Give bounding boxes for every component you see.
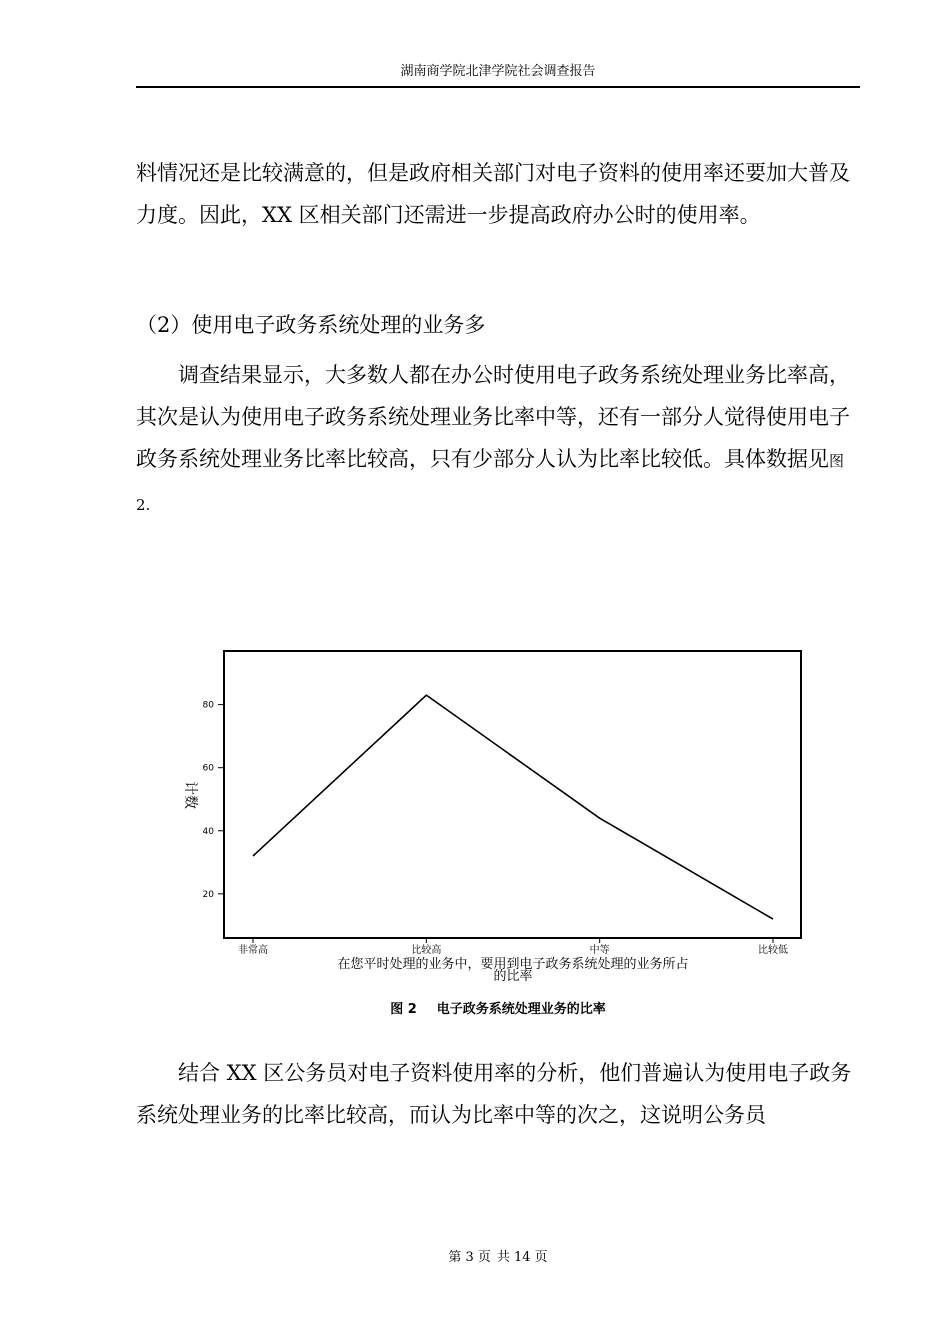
section-heading: （2）使用电子政务系统处理的业务多	[136, 313, 486, 337]
x-tick-label: 非常高	[238, 945, 268, 956]
paragraph-3-text: 调查结果显示，大多数人都在办公时使用电子政务系统处理业务比率高，其次是认为使用电子政务系统处理业务比率中等，还有一部分人觉得使用电子政务系统处理业务比率比较高，只有少部分人认为比率比较低。具体数据见	[136, 363, 850, 471]
chart-plot-frame	[224, 651, 801, 938]
x-tick-label: 比较低	[758, 945, 788, 956]
figure-reference: 图 2.	[136, 452, 845, 514]
series-line	[253, 695, 773, 919]
y-tick-label: 40	[202, 826, 214, 837]
header-title: 湖南商学院北津学院社会调查报告	[400, 64, 596, 79]
x-tick-label: 中等	[589, 945, 610, 956]
figure-caption	[136, 998, 860, 1017]
paragraph-1: 料情况还是比较满意的，但是政府相关部门对电子资料的使用率还要加大普及力度。因此，XX 区相关部门还需进一步提高政府办公时的使用率。	[136, 161, 850, 227]
line-chart	[160, 640, 820, 985]
y-axis-ticks	[203, 701, 224, 900]
x-axis-ticks	[238, 938, 788, 956]
x-tick-label: 比较高	[411, 945, 442, 956]
y-tick-label: 20	[202, 889, 214, 900]
page-total: 共 14 页	[496, 1250, 548, 1265]
page-number: 第 3 页	[448, 1250, 491, 1265]
y-axis-label: 计数	[182, 781, 198, 809]
y-tick-label: 80	[202, 700, 214, 711]
x-axis-label-line1: 在您平时处理的业务中，要用到电子政务系统处理的业务所占	[337, 957, 689, 972]
y-tick-label: 60	[202, 763, 214, 774]
caption-text: 电子政务系统处理业务的比率	[436, 1002, 606, 1017]
x-axis-label-line2: 的比率	[493, 969, 533, 984]
paragraph-3	[136, 354, 860, 526]
page-footer	[136, 1246, 860, 1265]
page-header	[136, 60, 860, 88]
paragraph-4: 结合 XX 区公务员对电子资料使用率的分析，他们普遍认为使用电子政务系统处理业务的比率比较高，而认为比率中等的次之，这说明公务员	[136, 1061, 852, 1127]
caption-number: 图 2	[390, 1002, 417, 1017]
